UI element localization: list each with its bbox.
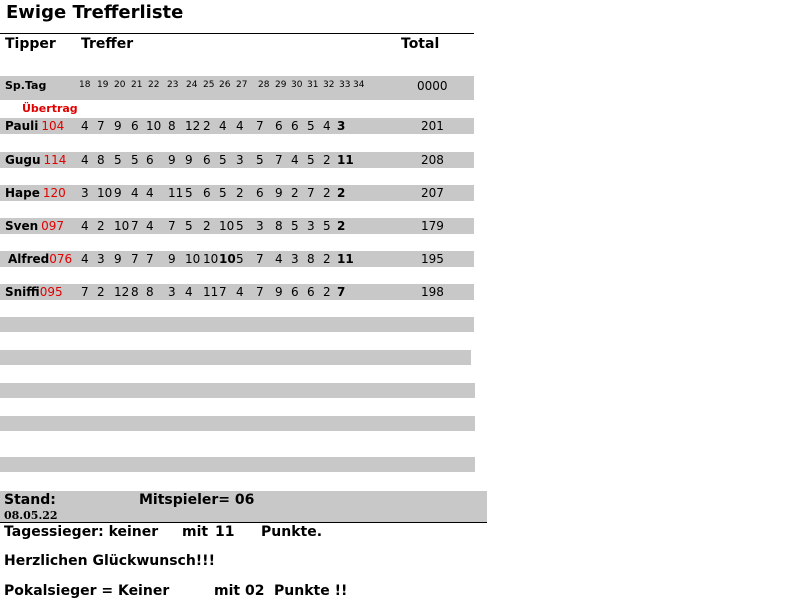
header-treffer: Treffer [81, 36, 134, 52]
player-hit: 12 [185, 119, 201, 133]
player-name [5, 219, 64, 233]
player-hit: 8 [307, 252, 315, 266]
player-hit: 2 [203, 119, 211, 133]
player-carryover: 076 [49, 252, 73, 266]
player-hit: 9 [275, 186, 283, 200]
player-hit: 6 [131, 119, 139, 133]
player-hit: 9 [275, 285, 283, 299]
player-carryover: 114 [43, 153, 67, 167]
player-hit: 10 [114, 219, 130, 233]
sptag-round-number: 25 [203, 80, 215, 90]
empty-row-band [0, 383, 475, 398]
player-total: 208 [421, 153, 444, 167]
stand-date: 08.05.22 [4, 509, 58, 522]
player-carryover: 095 [39, 285, 63, 299]
player-hit: 4 [219, 119, 227, 133]
player-hit: 4 [323, 119, 331, 133]
player-hit: 7 [256, 119, 264, 133]
player-hit: 7 [275, 153, 283, 167]
player-hit: 6 [203, 186, 211, 200]
sptag-round-number: 29 [275, 80, 287, 90]
header-tipper: Tipper [5, 36, 56, 52]
player-hit: 7 [337, 285, 346, 299]
player-hit: 3 [81, 186, 89, 200]
player-hit: 2 [337, 219, 346, 233]
player-hit: 7 [131, 252, 139, 266]
player-carryover: 120 [42, 186, 66, 200]
player-total: 179 [421, 219, 444, 233]
player-hit: 9 [114, 186, 122, 200]
player-hit: 4 [185, 285, 193, 299]
player-hit: 6 [275, 119, 283, 133]
player-hit: 5 [131, 153, 139, 167]
player-hit: 7 [131, 219, 139, 233]
sptag-round-number: 23 [167, 80, 179, 90]
player-hit: 4 [81, 153, 89, 167]
empty-row-band [0, 457, 475, 472]
player-hit: 2 [323, 285, 331, 299]
player-hit: 11 [337, 153, 354, 167]
player-hit: 4 [275, 252, 283, 266]
player-hit: 4 [146, 186, 154, 200]
player-hit: 9 [168, 153, 176, 167]
player-hit: 9 [185, 153, 193, 167]
player-hit: 2 [323, 186, 331, 200]
player-hit: 4 [146, 219, 154, 233]
sptag-round-number: 33 [339, 80, 351, 90]
player-hit: 8 [275, 219, 283, 233]
player-hit: 2 [97, 219, 105, 233]
player-hit: 6 [203, 153, 211, 167]
player-hit: 8 [131, 285, 139, 299]
sptag-label: Sp.Tag [5, 79, 47, 92]
player-carryover: 104 [41, 119, 65, 133]
sptag-round-number: 26 [219, 80, 231, 90]
player-hit: 7 [97, 119, 105, 133]
player-hit: 3 [97, 252, 105, 266]
player-name-label: Hape [5, 186, 40, 200]
player-hit: 8 [168, 119, 176, 133]
player-name-label: Gugu [5, 153, 41, 167]
player-carryover: 097 [41, 219, 65, 233]
player-hit: 3 [168, 285, 176, 299]
player-hit: 7 [219, 285, 227, 299]
glueckwunsch-text: Herzlichen Glückwunsch!!! [4, 553, 215, 569]
sptag-round-number: 34 [353, 80, 365, 90]
pokalsieger-mit: mit 02 [214, 583, 265, 599]
player-hit: 11 [337, 252, 354, 266]
stand-divider [0, 522, 487, 523]
player-hit: 2 [291, 186, 299, 200]
player-hit: 5 [236, 219, 244, 233]
player-hit: 9 [168, 252, 176, 266]
sptag-round-number: 18 [79, 80, 91, 90]
stand-label: Stand: [4, 492, 56, 508]
player-name [5, 186, 66, 200]
player-hit: 5 [307, 153, 315, 167]
player-name [5, 153, 66, 167]
player-name-label: Pauli [5, 119, 39, 133]
empty-row-band [0, 416, 475, 431]
player-hit: 8 [146, 285, 154, 299]
player-name [8, 252, 72, 266]
player-hit: 6 [256, 186, 264, 200]
player-name [5, 285, 63, 299]
sptag-round-number: 31 [307, 80, 319, 90]
tagessieger-punkte-wert: 11 [215, 524, 235, 540]
player-name-label: Sniffi [5, 285, 40, 299]
player-total: 201 [421, 119, 444, 133]
player-hit: 9 [114, 252, 122, 266]
player-hit: 5 [219, 186, 227, 200]
player-hit: 2 [337, 186, 346, 200]
player-hit: 10 [203, 252, 219, 266]
player-hit: 5 [323, 219, 331, 233]
mitspieler-count: Mitspieler= 06 [139, 492, 255, 508]
player-hit: 4 [131, 186, 139, 200]
player-hit: 5 [291, 219, 299, 233]
player-hit: 10 [219, 252, 236, 266]
player-name-label: Sven [5, 219, 39, 233]
player-hit: 10 [185, 252, 201, 266]
player-hit: 10 [219, 219, 235, 233]
sptag-round-number: 19 [97, 80, 109, 90]
player-hit: 5 [185, 186, 193, 200]
sptag-total: 0000 [417, 79, 448, 93]
pokalsieger-text: Pokalsieger = Keiner [4, 583, 170, 599]
player-hit: 10 [97, 186, 113, 200]
player-hit: 3 [291, 252, 299, 266]
player-hit: 2 [203, 219, 211, 233]
empty-row-band [0, 350, 471, 365]
player-total: 198 [421, 285, 444, 299]
tagessieger-punkte: Punkte. [261, 524, 323, 540]
player-hit: 5 [185, 219, 193, 233]
player-hit: 12 [114, 285, 130, 299]
player-hit: 6 [291, 119, 299, 133]
player-hit: 7 [168, 219, 176, 233]
sptag-round-number: 20 [114, 80, 126, 90]
sptag-round-number: 30 [291, 80, 303, 90]
player-hit: 2 [323, 153, 331, 167]
sptag-round-number: 27 [236, 80, 248, 90]
uebertrag-label: Übertrag [22, 102, 78, 115]
player-hit: 5 [307, 119, 315, 133]
player-hit: 4 [81, 219, 89, 233]
player-hit: 7 [146, 252, 154, 266]
player-total: 207 [421, 186, 444, 200]
sptag-round-number: 28 [258, 80, 270, 90]
header-total: Total [401, 36, 440, 52]
page-title: Ewige Trefferliste [6, 2, 184, 23]
player-hit: 6 [146, 153, 154, 167]
player-hit: 4 [81, 119, 89, 133]
player-hit: 3 [307, 219, 315, 233]
tagessieger-mit: mit [182, 524, 209, 540]
player-hit: 7 [256, 252, 264, 266]
player-name [5, 119, 64, 133]
player-hit: 2 [97, 285, 105, 299]
player-hit: 9 [114, 119, 122, 133]
player-total: 195 [421, 252, 444, 266]
sptag-round-number: 21 [131, 80, 143, 90]
player-hit: 5 [114, 153, 122, 167]
tagessieger-text: Tagessieger: keiner [4, 524, 159, 540]
player-hit: 3 [256, 219, 264, 233]
player-hit: 10 [146, 119, 162, 133]
player-hit: 4 [291, 153, 299, 167]
player-hit: 7 [81, 285, 89, 299]
player-hit: 4 [81, 252, 89, 266]
player-hit: 4 [236, 285, 244, 299]
header-divider [0, 33, 474, 34]
player-hit: 2 [323, 252, 331, 266]
player-hit: 5 [256, 153, 264, 167]
sptag-round-number: 32 [323, 80, 335, 90]
empty-row-band [0, 317, 474, 332]
player-hit: 11 [203, 285, 219, 299]
player-hit: 6 [291, 285, 299, 299]
player-hit: 5 [236, 252, 244, 266]
pokalsieger-punkte: Punkte !! [274, 583, 348, 599]
sptag-round-number: 24 [186, 80, 198, 90]
player-hit: 2 [236, 186, 244, 200]
player-name-label: Alfred [8, 252, 50, 266]
player-hit: 4 [236, 119, 244, 133]
player-hit: 11 [168, 186, 184, 200]
player-hit: 5 [219, 153, 227, 167]
player-hit: 3 [337, 119, 346, 133]
player-hit: 3 [236, 153, 244, 167]
player-hit: 7 [307, 186, 315, 200]
sptag-round-number: 22 [148, 80, 160, 90]
player-hit: 8 [97, 153, 105, 167]
player-hit: 7 [256, 285, 264, 299]
player-hit: 6 [307, 285, 315, 299]
